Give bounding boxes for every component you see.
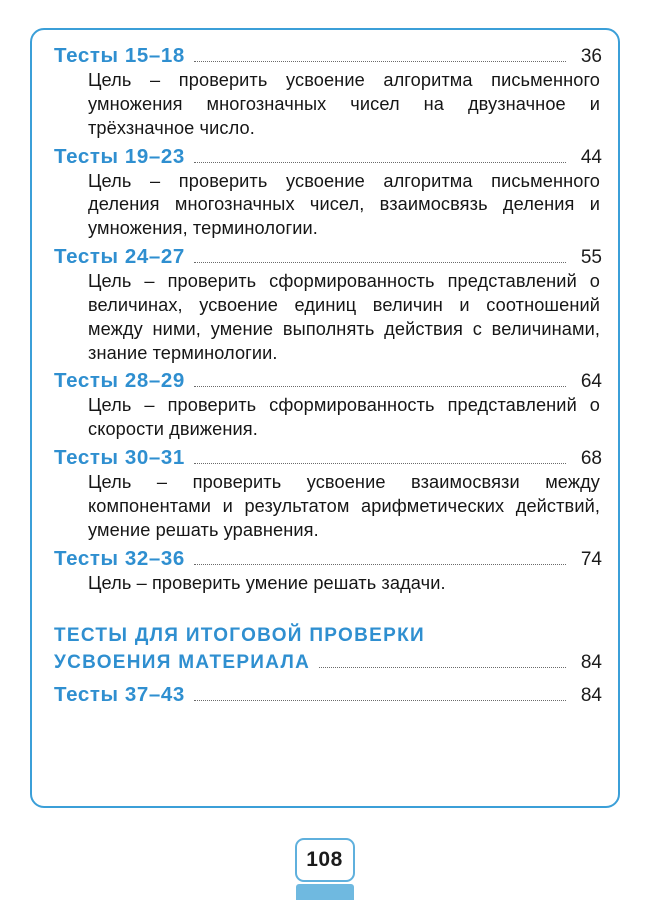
toc-entry-head[interactable] <box>54 44 602 68</box>
toc-entry-head[interactable] <box>54 369 602 393</box>
toc-entry <box>54 683 602 707</box>
toc-entry-description: Цель – проверить усвоение алгоритма письменного деления многозначных чисел, взаимосвязь деления и умножения, терминологии. <box>88 170 600 239</box>
toc-entry <box>54 245 602 365</box>
toc-entry-title: Тесты 19–23 <box>54 144 185 168</box>
toc-section-title-line1: ТЕСТЫ ДЛЯ ИТОГОВОЙ ПРОВЕРКИ <box>54 624 425 646</box>
dot-leader <box>194 555 566 565</box>
toc-entry-page: 55 <box>580 247 602 269</box>
toc-entry <box>54 44 602 141</box>
toc-entry-page: 74 <box>580 548 602 570</box>
toc-entry-head[interactable] <box>54 547 602 571</box>
toc-entry-description: Цель – проверить усвоение взаимосвязи между компонентами и результатом арифметических действий, умение решать уравнения. <box>88 472 600 540</box>
toc-entry-title: Тесты 30–31 <box>54 446 185 470</box>
toc-entry-description: Цель – проверить усвоение алгоритма письменного умножения многозначных чисел на двузначное и трёхзначное число. <box>88 70 600 138</box>
toc-entry <box>54 547 602 596</box>
toc-entry <box>54 369 602 442</box>
toc-section-page: 84 <box>580 652 602 674</box>
dot-leader <box>194 153 566 163</box>
toc-entry-title: Тесты 28–29 <box>54 369 185 393</box>
toc-entry-head[interactable] <box>54 683 602 707</box>
page-number: 108 <box>306 848 343 871</box>
toc-entry-title: Тесты 15–18 <box>54 44 185 67</box>
toc-entry-page: 64 <box>580 371 602 393</box>
toc-entry-page: 68 <box>580 448 602 470</box>
dot-leader <box>194 52 566 62</box>
toc-entry-description: Цель – проверить сформированность представлений о скорости движения. <box>88 395 600 440</box>
toc-entry <box>54 446 602 543</box>
toc-entry-title: Тесты 24–27 <box>54 245 185 269</box>
dot-leader <box>194 454 566 464</box>
dot-leader <box>194 377 566 387</box>
toc-entry-title: Тесты 37–43 <box>54 682 185 706</box>
toc-entry <box>54 145 602 242</box>
toc-entry-head[interactable] <box>54 245 602 269</box>
toc-entry-description: Цель – проверить умение решать задачи. <box>88 572 446 593</box>
page-number-badge <box>295 838 355 882</box>
dot-leader <box>194 691 566 701</box>
toc-entry-head[interactable] <box>54 145 602 169</box>
bottom-accent-bar <box>296 884 354 900</box>
dot-leader <box>319 658 566 668</box>
toc-entry-title: Тесты 32–36 <box>54 546 185 570</box>
table-of-contents <box>54 44 602 709</box>
toc-entry-head[interactable] <box>54 446 602 470</box>
toc-entry-page: 44 <box>580 146 602 168</box>
toc-section-title-line2: УСВОЕНИЯ МАТЕРИАЛА <box>54 652 311 674</box>
toc-section-head[interactable] <box>54 649 602 677</box>
dot-leader <box>194 253 566 263</box>
toc-entry-page: 36 <box>580 46 602 67</box>
toc-entry-page: 84 <box>580 684 602 706</box>
toc-section <box>54 622 602 677</box>
toc-entry-description: Цель – проверить сформированность представлений о величинах, усвоение единиц величин и соотношений между ними, умение выполнять действия с величинами, знание терминологии. <box>88 271 600 363</box>
